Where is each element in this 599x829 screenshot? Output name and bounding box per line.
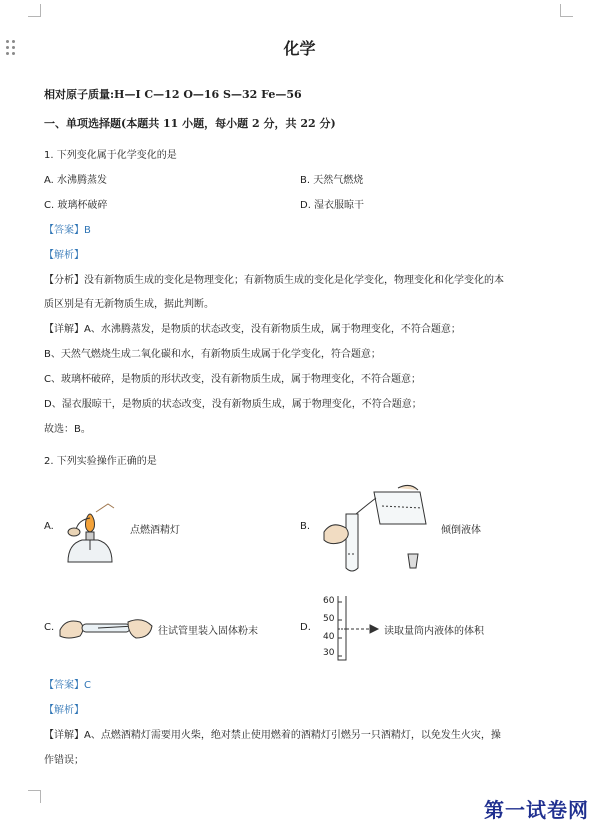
q2-xiangjie-line-1: 【详解】A、点燃酒精灯需要用火柴，绝对禁止使用燃着的酒精灯引燃另一只酒精灯，以免发生火灾，操	[44, 730, 501, 741]
alcohol-lamp-figure	[60, 490, 126, 570]
cylinder-tick-40: 40	[323, 632, 335, 642]
q2-option-d-caption: 读取量筒内液体的体积	[384, 626, 484, 637]
q1-analysis-tag: 【解析】	[44, 250, 84, 261]
q1-xiangjie-line-4: D、湿衣服晾干，是物质的状态改变，没有新物质生成，属于物理变化，不符合题意；	[44, 399, 422, 410]
q1-option-b: B. 天然气燃烧	[300, 175, 364, 186]
crop-mark-top-left	[28, 4, 41, 17]
q1-stem: 1. 下列变化属于化学变化的是	[44, 150, 177, 161]
graduated-cylinder-figure	[336, 594, 386, 662]
q2-option-d-letter: D.	[300, 622, 311, 633]
q1-xiangjie-line-2: B、天然气燃烧生成二氧化碳和水，有新物质生成属于化学变化，符合题意；	[44, 349, 381, 360]
q1-xiangjie-line-3: C、玻璃杯破碎，是物质的形状改变，没有新物质生成，属于物理变化，不符合题意；	[44, 374, 421, 385]
crop-mark-top-right	[560, 4, 573, 17]
q1-fenxi-line-2: 质区别是有无新物质生成，据此判断。	[44, 299, 214, 310]
q2-option-b-caption: 倾倒液体	[441, 525, 481, 536]
atomic-mass-line: 相对原子质量:H—I C—12 O—16 S—32 Fe—56	[44, 88, 302, 101]
footer-watermark: 第一试卷网	[484, 798, 589, 822]
cylinder-tick-60: 60	[323, 596, 335, 606]
cylinder-tick-50: 50	[323, 614, 335, 624]
q2-option-c-letter: C.	[44, 622, 55, 633]
q1-option-a: A. 水沸腾蒸发	[44, 175, 108, 186]
q2-xiangjie-line-2: 作错误；	[44, 755, 84, 766]
q2-option-a-letter: A.	[44, 521, 54, 532]
crop-mark-bottom-left	[28, 790, 41, 803]
q1-option-c: C. 玻璃杯破碎	[44, 200, 108, 211]
q2-option-c-caption: 往试管里装入固体粉末	[158, 626, 258, 637]
page-title: 化学	[283, 39, 316, 58]
q1-option-d: D. 湿衣服晾干	[300, 200, 365, 211]
cylinder-tick-30: 30	[323, 648, 335, 658]
q1-answer: 【答案】B	[44, 225, 91, 236]
q2-analysis-tag: 【解析】	[44, 705, 84, 716]
q2-option-b-letter: B.	[300, 521, 311, 532]
q1-xiangjie-line-1: 【详解】A、水沸腾蒸发，是物质的状态改变，没有新物质生成，属于物理变化，不符合题意；	[44, 324, 461, 335]
test-tube-powder-figure	[58, 608, 154, 648]
section-heading: 一、单项选择题(本题共 11 小题，每小题 2 分，共 22 分)	[44, 117, 336, 130]
q2-answer: 【答案】C	[44, 680, 91, 691]
pouring-liquid-figure	[318, 484, 438, 578]
q2-stem: 2. 下列实验操作正确的是	[44, 456, 157, 467]
q1-fenxi-line-1: 【分析】没有新物质生成的变化是物理变化；有新物质生成的变化是化学变化，物理变化和化学变化的本	[44, 275, 504, 286]
q1-conclusion: 故选：B。	[44, 424, 91, 435]
q2-option-a-caption: 点燃酒精灯	[130, 525, 180, 536]
